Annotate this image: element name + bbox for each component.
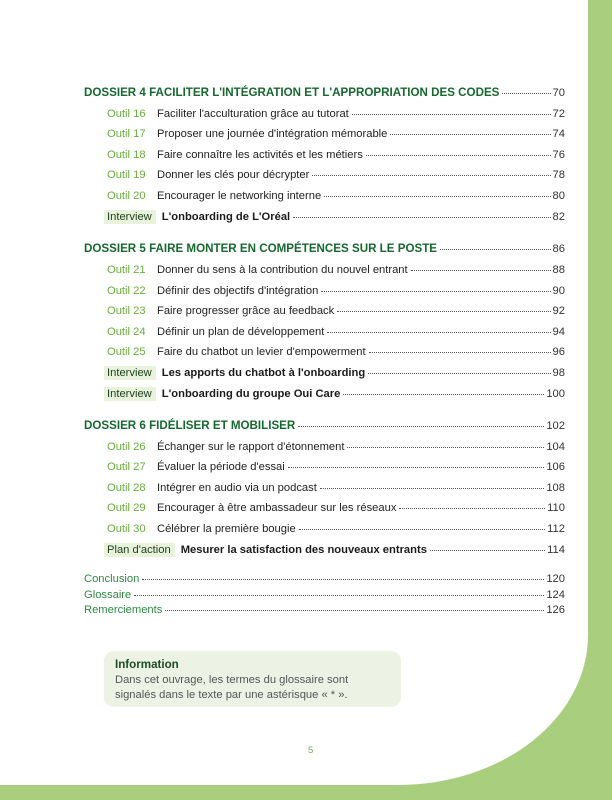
info-box [104, 651, 401, 707]
leader-dots [343, 394, 544, 395]
leader-dots [337, 311, 550, 312]
page-ref: 78 [552, 169, 565, 182]
spacer [84, 407, 565, 419]
page-ref: 100 [546, 387, 565, 400]
page-ref: 126 [546, 604, 565, 617]
toc-item[interactable] [107, 305, 565, 325]
item-label: Outil 25 [107, 345, 146, 358]
toc-item-action-plan[interactable] [107, 543, 565, 563]
page-ref: 114 [547, 544, 565, 557]
leader-dots [411, 270, 551, 271]
toc-item[interactable] [107, 108, 565, 128]
item-title: Faire du chatbot un levier d'empowerment [157, 345, 366, 358]
leader-dots [324, 196, 550, 197]
page-ref: 110 [547, 502, 565, 515]
leader-dots [368, 373, 550, 374]
item-title: L'onboarding du groupe Oui Care [161, 387, 341, 400]
toc-item[interactable] [107, 523, 565, 543]
item-title: Échanger sur le rapport d'étonnement [157, 441, 345, 454]
item-label: Outil 26 [107, 441, 146, 454]
page-ref: 120 [546, 573, 565, 586]
toc-item-interview[interactable] [107, 366, 565, 386]
page-ref: 98 [552, 367, 565, 380]
leader-dots [134, 595, 544, 596]
spacer [84, 230, 565, 242]
leader-dots [352, 114, 551, 115]
item-title: Définir des objectifs d'intégration [157, 284, 319, 297]
item-title: Faire progresser grâce au feedback [157, 305, 335, 318]
page-ref: 104 [546, 441, 565, 454]
item-title: Donner les clés pour décrypter [157, 169, 310, 182]
leader-dots [165, 610, 544, 611]
item-title: Les apports du chatbot à l'onboarding [161, 367, 366, 380]
table-of-contents [84, 86, 565, 620]
item-title: L'onboarding de L'Oréal [161, 210, 291, 223]
page-ref: 96 [552, 345, 565, 358]
toc-conclusion[interactable] [84, 573, 565, 589]
toc-item[interactable] [107, 326, 565, 346]
item-label: Interview [104, 366, 156, 380]
item-title: Donner du sens à la contribution du nouvel entrant [157, 264, 408, 277]
leader-dots [440, 249, 551, 250]
item-title: Mesurer la satisfaction des nouveaux entrants [180, 544, 427, 557]
toc-item[interactable] [107, 285, 565, 305]
toc-item[interactable] [107, 441, 565, 461]
page-ref: 74 [552, 128, 565, 141]
item-label: Outil 24 [107, 325, 146, 338]
item-label: Outil 29 [107, 502, 146, 515]
item-label: Interview [104, 210, 156, 224]
item-title: Célébrer la première bougie [157, 522, 296, 535]
item-title: Faciliter l'acculturation grâce au tutorat [157, 108, 349, 120]
item-title: Faire connaître les activités et les métiers [157, 148, 363, 161]
item-title: Évaluer la période d'essai [157, 461, 285, 474]
item-title: Encourager à être ambassadeur sur les réseaux [157, 502, 397, 515]
toc-item[interactable] [107, 264, 565, 284]
item-title: Intégrer en audio via un podcast [157, 481, 317, 494]
toc-item[interactable] [107, 128, 565, 148]
leader-dots [502, 93, 550, 94]
item-title: Proposer une journée d'intégration mémorable [157, 128, 388, 141]
toc-item[interactable] [107, 169, 565, 189]
item-label: Outil 21 [107, 264, 146, 277]
leader-dots [430, 550, 545, 551]
leader-dots [347, 447, 544, 448]
leader-dots [320, 488, 544, 489]
item-label: Outil 19 [107, 169, 146, 182]
item-label: Outil 28 [107, 481, 146, 494]
toc-item[interactable] [107, 502, 565, 522]
page-ref: 70 [552, 87, 565, 99]
toc-dossier-6[interactable] [84, 419, 565, 441]
item-label: Outil 18 [107, 148, 146, 161]
info-title: Information [115, 658, 179, 671]
leader-dots [288, 467, 545, 468]
spacer [84, 563, 565, 573]
item-title: Conclusion [84, 573, 140, 586]
leader-dots [369, 352, 551, 353]
page-ref: 102 [546, 420, 565, 433]
page-ref: 106 [546, 461, 565, 474]
page-ref: 80 [552, 189, 565, 202]
toc-item[interactable] [107, 482, 565, 502]
item-label: Outil 16 [107, 108, 146, 120]
toc-item[interactable] [107, 190, 565, 210]
page-ref: 72 [552, 108, 565, 120]
leader-dots [312, 175, 550, 176]
item-label: Outil 17 [107, 128, 146, 141]
item-label: Outil 30 [107, 522, 146, 535]
item-label: Outil 22 [107, 284, 146, 297]
leader-dots [321, 291, 550, 292]
toc-acknowledgements[interactable] [84, 604, 565, 620]
toc-glossary[interactable] [84, 589, 565, 605]
item-title: Définir un plan de développement [157, 325, 325, 338]
dossier-title: DOSSIER 5 FAIRE MONTER EN COMPÉTENCES SUR LE POSTE [84, 242, 438, 256]
item-label: Outil 23 [107, 305, 146, 318]
item-label: Outil 27 [107, 461, 146, 474]
page-ref: 94 [552, 325, 565, 338]
toc-item[interactable] [107, 461, 565, 481]
info-body: Dans cet ouvrage, les termes du glossaire sont signalés dans le texte par une astérisque « * ». [115, 674, 349, 701]
leader-dots [399, 508, 545, 509]
item-title: Glossaire [84, 588, 132, 601]
page-ref: 82 [552, 210, 565, 223]
toc-dossier-5[interactable] [84, 242, 565, 264]
item-label: Plan d'action [104, 543, 175, 557]
leader-dots [390, 134, 550, 135]
leader-dots [299, 529, 545, 530]
page-ref: 86 [552, 243, 565, 256]
page-ref: 124 [546, 588, 565, 601]
leader-dots [327, 332, 550, 333]
toc-dossier-4[interactable] [84, 86, 565, 108]
leader-dots [366, 155, 551, 156]
page-ref: 90 [552, 284, 565, 297]
item-title: Encourager le networking interne [157, 189, 322, 202]
page-ref: 112 [547, 522, 565, 535]
leader-dots [142, 579, 544, 580]
item-label: Interview [104, 387, 156, 401]
leader-dots [298, 426, 544, 427]
page-ref: 108 [546, 481, 565, 494]
page-ref: 92 [552, 305, 565, 318]
toc-item[interactable] [107, 346, 565, 366]
toc-item-interview[interactable] [107, 210, 565, 230]
item-title: Remerciements [84, 604, 163, 617]
page-ref: 88 [552, 264, 565, 277]
toc-item-interview[interactable] [107, 387, 565, 407]
page-ref: 76 [552, 148, 565, 161]
page-number: 5 [308, 745, 314, 756]
leader-dots [293, 217, 550, 218]
dossier-title: DOSSIER 4 FACILITER L'INTÉGRATION ET L'APPROPRIATION DES CODES [84, 86, 500, 99]
toc-item[interactable] [107, 149, 565, 169]
item-label: Outil 20 [107, 189, 146, 202]
dossier-title: DOSSIER 6 FIDÉLISER ET MOBILISER [84, 419, 296, 433]
